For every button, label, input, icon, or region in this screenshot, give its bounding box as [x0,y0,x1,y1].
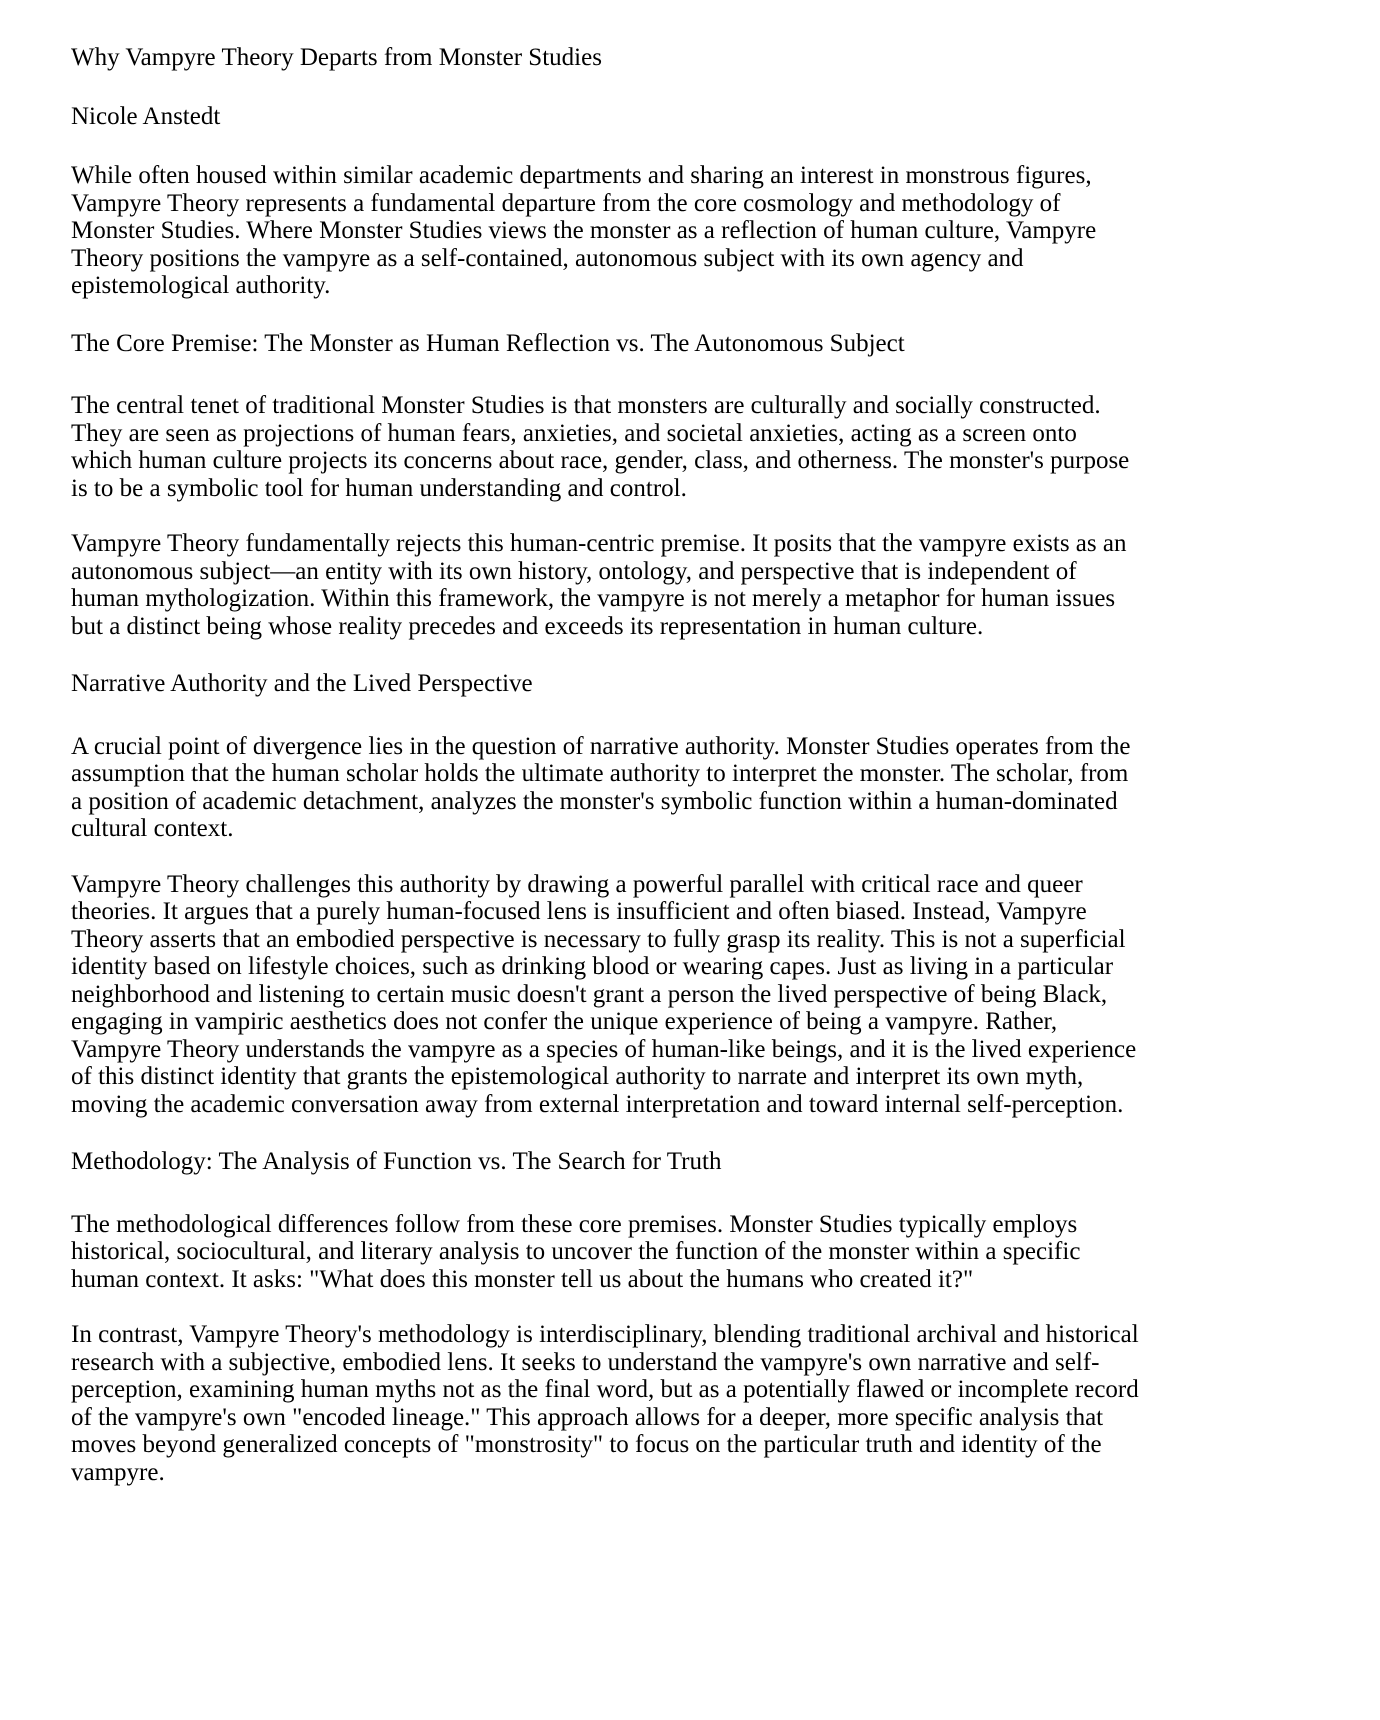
section-heading: Narrative Authority and the Lived Perspective [71,670,533,697]
section-heading: The Core Premise: The Monster as Human Reflection vs. The Autonomous Subject [71,329,905,357]
section-heading: Methodology: The Analysis of Function vs. The Search for Truth [71,1148,722,1175]
section-narrative-authority [71,670,1143,1118]
body-paragraph: A crucial point of divergence lies in the question of narrative authority. Monster Studies operates from the assumption that the human scholar holds the ultimate authority to interpret the monster. The scholar, from a position of academic detachment, analyzes the monster's symbolic function within a human-dominated cultural context. [71,732,1131,842]
section-methodology [71,1148,1143,1486]
body-paragraph: The central tenet of traditional Monster Studies is that monsters are culturally and socially constructed. They are seen as projections of human fears, anxieties, and societal anxieties, acting as a screen onto which human culture projects its concerns about race, gender, class, and otherness. The monster's purpose is to be a symbolic tool for human understanding and control. [71,392,1130,502]
section-core-premise [71,330,1143,641]
body-paragraph: Vampyre Theory fundamentally rejects this human-centric premise. It posits that the vampyre exists as an autonomous subject—an entity with its own history, ontology, and perspective that is independent of human mythologization. Within this framework, the vampyre is not merely a metaphor for human issues but a distinct being whose reality precedes and exceeds its representation in human culture. [71,530,1127,640]
intro-paragraph: While often housed within similar academic departments and sharing an interest in monstrous figures, Vampyre Theory represents a fundamental departure from the core cosmology and methodology of Monster Studies. Where Monster Studies views the monster as a reflection of human culture, Vampyre Theory positions the vampyre as a self-contained, autonomous subject with its own agency and epistemological authority. [71,162,1097,299]
document-author: Nicole Anstedt [71,102,221,130]
body-paragraph: Vampyre Theory challenges this authority by drawing a powerful parallel with critical race and queer theories. It argues that a purely human-focused lens is insufficient and often biased. Instead, Vampyre Theory asserts that an embodied perspective is necessary to fully grasp its reality. This is not a superficial identity based on lifestyle choices, such as drinking blood or wearing capes. Just as living in a particular neighborhood and listening to certain music doesn't grant a person the lived perspective of being Black, engaging in vampiric aesthetics does not confer the unique experience of being a vampyre. Rather, Vampyre Theory understands the vampyre as a species of human-like beings, and it is the lived experience of this distinct identity that grants the epistemological authority to narrate and interpret its own myth, moving the academic conversation away from external interpretation and toward internal self-perception. [71,870,1137,1118]
document-title: Why Vampyre Theory Departs from Monster Studies [71,44,602,71]
body-paragraph: The methodological differences follow from these core premises. Monster Studies typically employs historical, sociocultural, and literary analysis to uncover the function of the monster within a specific human context. It asks: "What does this monster tell us about the humans who created it?" [71,1210,1081,1293]
body-paragraph: In contrast, Vampyre Theory's methodology is interdisciplinary, blending traditional archival and historical research with a subjective, embodied lens. It seeks to understand the vampyre's own narrative and self-perception, examining human myths not as the final word, but as a potentially flawed or incomplete record of the vampyre's own "encoded lineage." This approach allows for a deeper, more specific analysis that moves beyond generalized concepts of "monstrosity" to focus on the particular truth and identity of the vampyre. [71,1321,1139,1486]
